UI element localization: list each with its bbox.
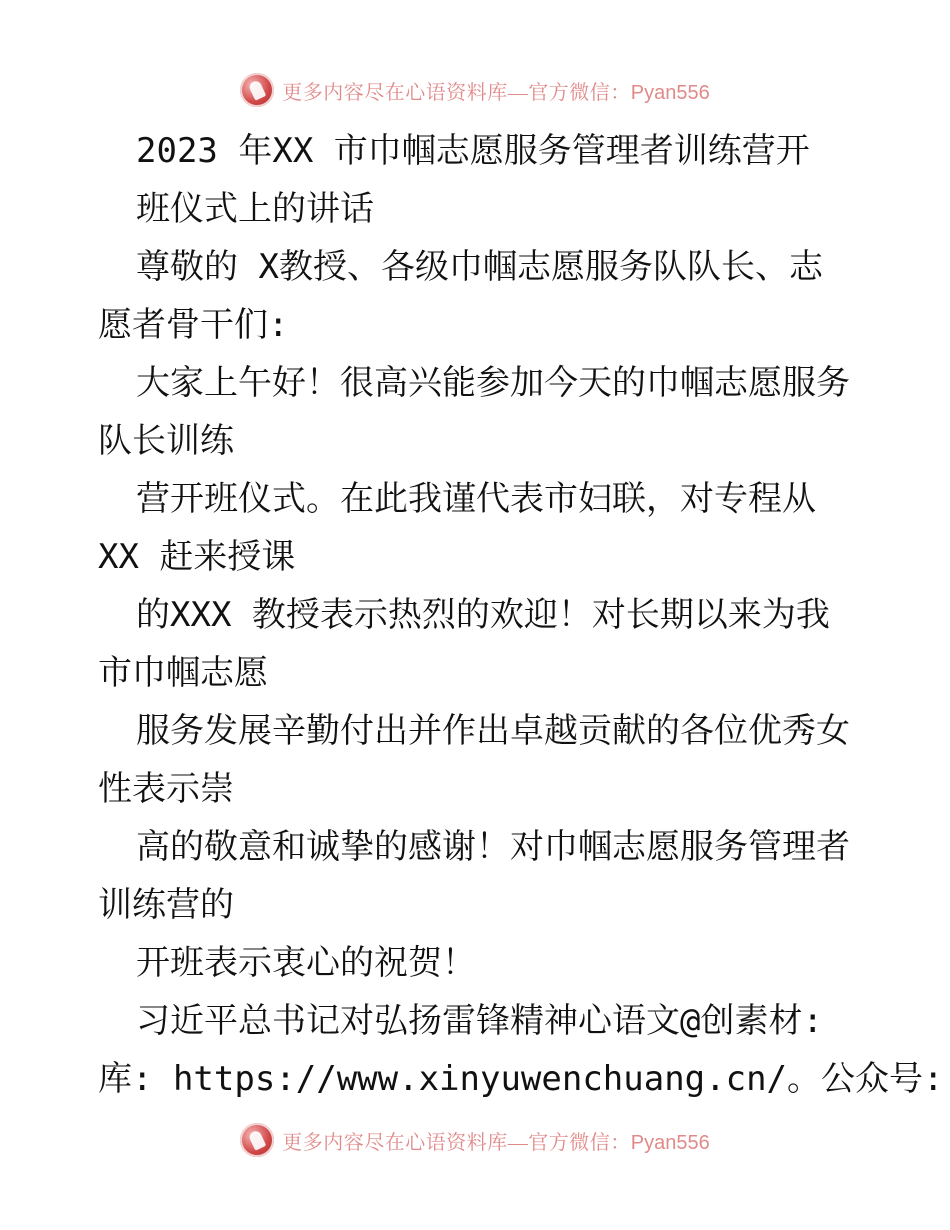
document-line: 市巾帼志愿 (98, 653, 268, 693)
watermark-wechat-id: Pyan556 (630, 1131, 710, 1154)
header-watermark (0, 70, 950, 110)
watermark-text (282, 76, 709, 105)
document-line: 班仪式上的讲话 (136, 189, 374, 229)
document-line: 营开班仪式。在此我谨代表市妇联，对专程从 (136, 479, 816, 519)
document-line: 的XXX 教授表示热烈的欢迎！对长期以来为我 (136, 595, 830, 635)
document-body (98, 122, 944, 1108)
pen-logo-icon (240, 73, 274, 107)
document-line: 大家上午好！很高兴能参加今天的巾帼志愿服务 (136, 363, 850, 403)
document-line: 性表示崇 (98, 769, 234, 809)
watermark-wechat-id: Pyan556 (630, 81, 710, 104)
watermark-label: 更多内容尽在心语资料库—官方微信： (282, 81, 631, 104)
document-line: 队长训练 (98, 421, 234, 461)
document-line: 训练营的 (98, 885, 234, 925)
pen-logo-icon (240, 1123, 274, 1157)
document-line: 习近平总书记对弘扬雷锋精神心语文@创素材: (136, 1001, 823, 1041)
watermark-label: 更多内容尽在心语资料库—官方微信： (282, 1131, 631, 1154)
document-line: XX 赶来授课 (98, 537, 296, 577)
document-line: 开班表示衷心的祝贺！ (136, 943, 476, 983)
document-line: 愿者骨干们: (98, 305, 289, 345)
watermark-text (282, 1126, 709, 1155)
footer-watermark (0, 1120, 950, 1160)
document-line: 服务发展辛勤付出并作出卓越贡献的各位优秀女 (136, 711, 850, 751)
document-line: 2023 年XX 市巾帼志愿服务管理者训练营开 (136, 131, 810, 171)
document-line: 高的敬意和诚挚的感谢！对巾帼志愿服务管理者 (136, 827, 850, 867)
document-line: 尊敬的 X教授、各级巾帼志愿服务队队长、志 (136, 247, 823, 287)
document-line: 库: https://www.xinyuwenchuang.cn/。公众号: (98, 1059, 944, 1099)
